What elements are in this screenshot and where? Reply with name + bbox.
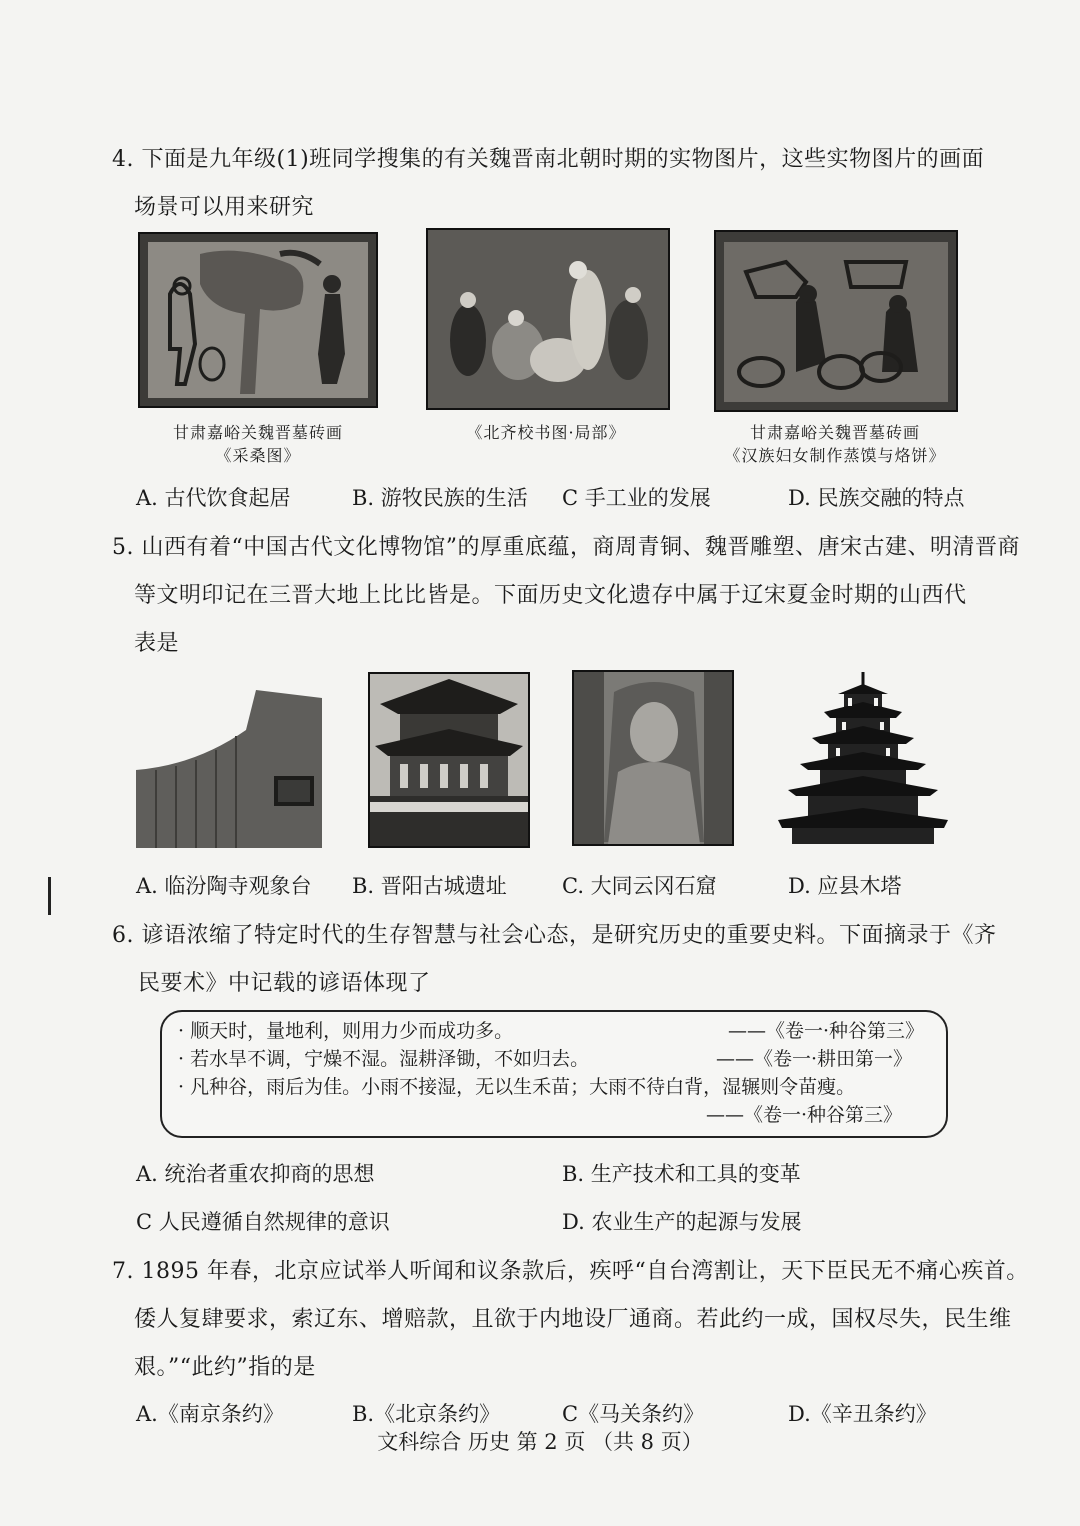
jinyang-city-image (368, 672, 530, 848)
q7-stem-line3: 艰。”“此约”指的是 (134, 1355, 316, 1380)
quote-2-source: ——《卷一·耕田第一》 (716, 1048, 913, 1070)
q5-option-a: A. 临汾陶寺观象台 (136, 874, 312, 898)
q6-stem-line2: 民要术》中记载的谚语体现了 (138, 971, 431, 996)
brick-painting-mulberry-image (138, 232, 378, 408)
q6-option-b: B. 生产技术和工具的变革 (562, 1162, 801, 1186)
q4-option-b: B. 游牧民族的生活 (352, 486, 528, 510)
q4-caption-3-line1: 甘肃嘉峪关魏晋墓砖画 (749, 423, 920, 442)
q5-stem-line1: 5. 山西有着“中国古代文化博物馆”的厚重底蕴，商周青铜、魏晋雕塑、唐宋古建、明清晋商 (112, 535, 1020, 560)
q6-option-d: D. 农业生产的起源与发展 (562, 1210, 802, 1234)
q4-stem-line1: 4. 下面是九年级(1)班同学搜集的有关魏晋南北朝时期的实物图片，这些实物图片的画面 (112, 147, 985, 172)
q5-stem-line2: 等文明印记在三晋大地上比比皆是。下面历史文化遗存中属于辽宋夏金时期的山西代 (134, 583, 967, 608)
q5-option-d: D. 应县木塔 (788, 874, 902, 898)
quote-2-text: · 若水旱不调，宁燥不湿。湿耕泽锄，不如归去。 (178, 1048, 590, 1070)
q7-stem-line1: 7. 1895 年春，北京应试举人听闻和议条款后，疾呼“自台湾割让，天下臣民无不痛心疾首。 (112, 1259, 1029, 1284)
q5-option-c: C. 大同云冈石窟 (562, 874, 717, 898)
yungang-grottoes-image (572, 670, 734, 846)
q4-caption-3-line2: 《汉族妇女制作蒸馍与烙饼》 (724, 446, 946, 465)
quote-3-source: ——《卷一·种谷第三》 (706, 1104, 903, 1126)
northern-qi-painting-image (426, 228, 670, 410)
q4-caption-2-line1: 《北齐校书图·局部》 (466, 423, 626, 442)
yingxian-pagoda-image (778, 672, 948, 844)
q6-option-c: C 人民遵循自然规律的意识 (136, 1210, 390, 1234)
q7-option-d: D.《辛丑条约》 (788, 1402, 937, 1426)
margin-mark (48, 877, 51, 915)
taosi-observatory-image (136, 690, 322, 848)
q7-option-c: C《马关条约》 (562, 1402, 705, 1426)
brick-painting-cooking-image (714, 230, 958, 412)
q4-stem-line2: 场景可以用来研究 (134, 195, 315, 220)
q4-option-c: C 手工业的发展 (562, 486, 711, 510)
quote-1-source: ——《卷一·种谷第三》 (728, 1020, 925, 1042)
q6-option-a: A. 统治者重农抑商的思想 (136, 1162, 375, 1186)
q7-option-b: B.《北京条约》 (352, 1402, 501, 1426)
q7-option-a: A.《南京条约》 (136, 1402, 284, 1426)
q5-option-b: B. 晋阳古城遗址 (352, 874, 507, 898)
q4-caption-1-line2: 《采桑图》 (215, 446, 301, 465)
q5-stem-line3: 表是 (134, 631, 180, 656)
q6-stem-line1: 6. 谚语浓缩了特定时代的生存智慧与社会心态，是研究历史的重要史料。下面摘录于《齐 (112, 923, 997, 948)
q4-caption-1-line1: 甘肃嘉峪关魏晋墓砖画 (172, 423, 343, 442)
q4-option-a: A. 古代饮食起居 (136, 486, 291, 510)
page-footer: 文科综合 历史 第 2 页 （共 8 页） (377, 1430, 703, 1454)
quote-1-text: · 顺天时，量地利，则用力少而成功多。 (178, 1020, 514, 1042)
q7-stem-line2: 倭人复肆要求，索辽东、增赔款，且欲于内地设厂通商。若此约一成，国权尽失，民生维 (134, 1307, 1012, 1332)
q4-option-d: D. 民族交融的特点 (788, 486, 965, 510)
quote-3-text: · 凡种谷，雨后为佳。小雨不接湿，无以生禾苗；大雨不待白背，湿辗则令苗瘦。 (178, 1076, 856, 1098)
